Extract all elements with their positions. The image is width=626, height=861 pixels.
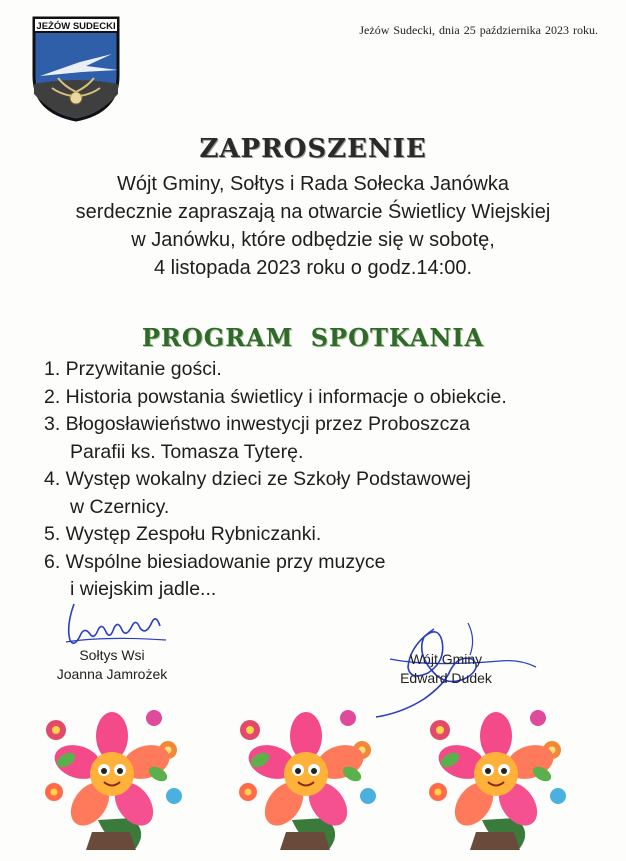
program-item <box>44 384 604 412</box>
program-item-text: 1. Przywitanie gości. <box>44 358 222 380</box>
program-title: PROGRAM SPOTKANIA <box>141 323 485 352</box>
program-item <box>44 356 604 384</box>
signature-wojt <box>360 650 532 688</box>
signature-name: Edward Dudek <box>400 670 492 686</box>
program-item <box>44 549 604 604</box>
program-item-text: 2. Historia powstania świetlicy i informacje o obiekcie. <box>44 385 507 408</box>
date-line: Jeżów Sudecki, dnia 25 października 2023 roku. <box>359 23 598 37</box>
invitation-line: w Janówku, które odbędzie się w sobotę, <box>131 229 495 251</box>
program-item <box>44 466 604 521</box>
invitation-title: ZAPROSZENIE <box>199 134 427 164</box>
flower-bouquet-icon <box>36 700 186 855</box>
signature-soltys <box>32 646 192 684</box>
crest-label: JEŻÓW SUDECKI <box>36 21 116 32</box>
program-item-continuation: w Czernicy. <box>70 495 170 518</box>
municipality-crest-icon <box>30 14 122 124</box>
invitation-line: 4 listopada 2023 roku o godz.14:00. <box>153 257 473 279</box>
signature-role: Sołtys Wsi <box>79 647 145 663</box>
signature-role: Wójt Gminy <box>409 651 483 667</box>
program-item-text: 3. Błogosławieństwo inwestycji przez Proboszcza <box>44 413 470 435</box>
program-item-text: 4. Występ wokalny dzieci ze Szkoły Podstawowej <box>44 468 471 490</box>
program-item <box>44 411 604 466</box>
program-item <box>44 521 604 549</box>
flower-bouquet-icon <box>230 700 380 855</box>
program-list <box>44 356 604 604</box>
invitation-line: serdecznie zapraszają na otwarcie Świetlicy Wiejskiej <box>75 201 551 223</box>
program-item-text: 5. Występ Zespołu Rybniczanki. <box>44 523 322 545</box>
signature-name: Joanna Jamrożek <box>56 666 168 682</box>
program-item-text: 6. Wspólne biesiadowanie przy muzyce <box>44 550 386 573</box>
invitation-line: Wójt Gminy, Sołtys i Rada Sołecka Janówka <box>116 173 509 195</box>
program-item-continuation: i wiejskim jadle... <box>70 578 217 600</box>
flower-bouquet-icon <box>420 700 570 855</box>
program-item-continuation: Parafii ks. Tomasza Tyterę. <box>70 440 304 463</box>
invitation-text <box>0 170 626 282</box>
